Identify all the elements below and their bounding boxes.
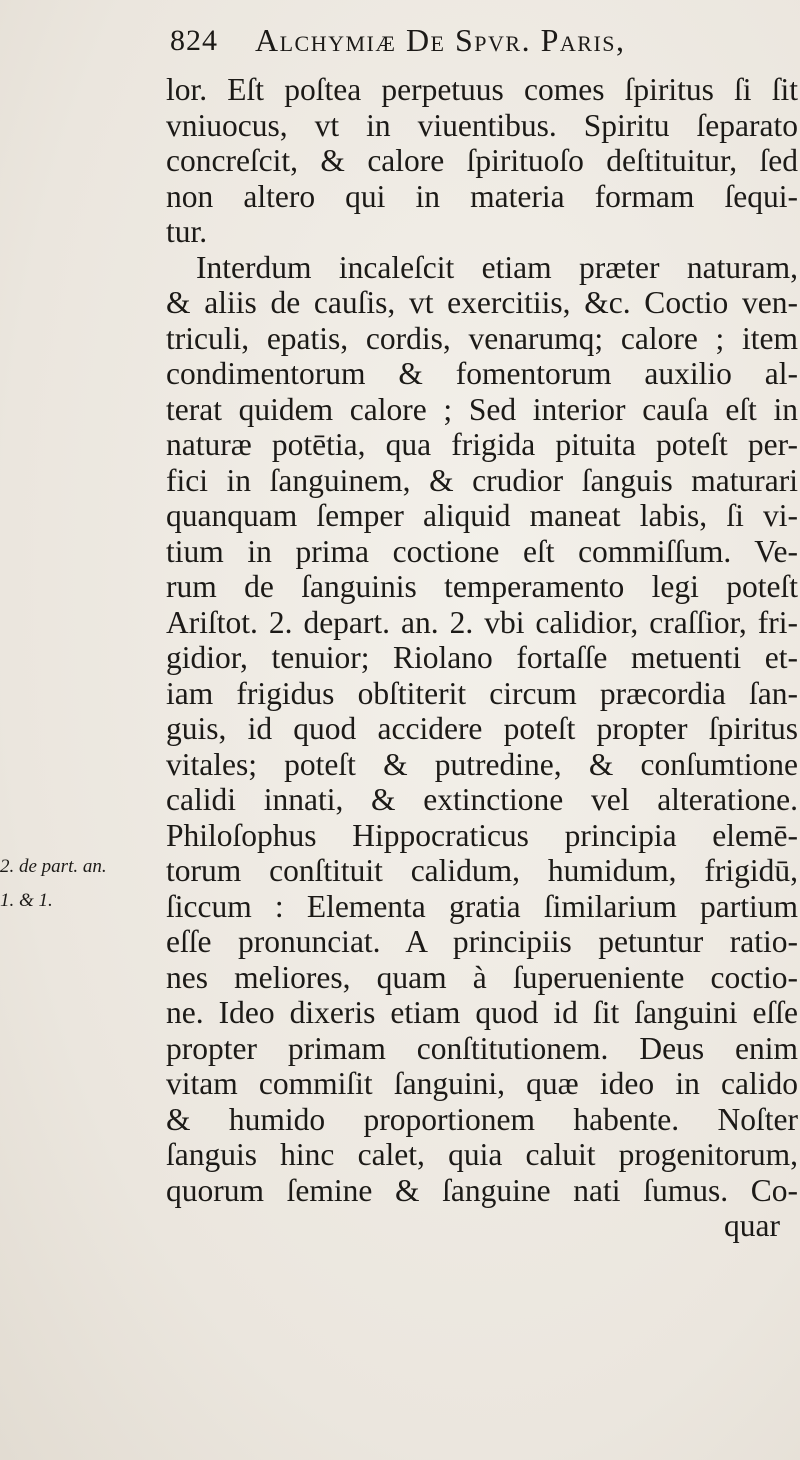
text-line: torum conſtituit calidum, humidum, frigidū,: [166, 853, 798, 888]
text-line: fici in ſanguinem, & crudior ſanguis maturari: [166, 462, 798, 498]
text-line: lor. Eſt poſtea perpetuus comes ſpiritus ſi ſit: [166, 72, 798, 107]
text-line: tur.: [166, 214, 208, 249]
text-line: iam frigidus obſtiterit circum præcordia ſan-: [166, 675, 798, 711]
text-line: gidior, tenuior; Riolano fortaſſe metuenti et-: [166, 640, 798, 675]
running-title: Alchymiæ De Spvr. Paris,: [255, 22, 626, 58]
text-line: concreſcit, & calore ſpirituoſo deſtituitur, ſed: [166, 143, 798, 178]
body-text: [166, 72, 798, 1244]
text-line: eſſe pronunciat. A principiis petuntur ratio-: [166, 924, 798, 959]
text-line: vitales; poteſt & putredine, & conſumtione: [166, 746, 798, 782]
text-line: condimentorum & fomentorum auxilio al-: [166, 356, 798, 391]
text-line: triculi, epatis, cordis, venarumq; calore ; item: [166, 320, 798, 356]
text-line: calidi innati, & extinctione vel alteratione.: [166, 782, 798, 817]
margin-note: 1. & 1.: [0, 890, 53, 911]
text-line: vniuocus, vt in viuentibus. Spiritu ſeparato: [166, 107, 798, 143]
text-line: non altero qui in materia formam ſequi-: [166, 178, 798, 214]
text-line: tium in prima coctione eſt commiſſum. Ve-: [166, 533, 798, 569]
text-line: vitam commiſit ſanguini, quæ ideo in calido: [166, 1066, 798, 1101]
text-line: ne. Ideo dixeris etiam quod id ſit ſanguini eſſe: [166, 995, 798, 1030]
page-header: [170, 18, 790, 68]
text-line: quanquam ſemper aliquid maneat labis, ſi vi-: [166, 498, 798, 533]
text-line: quorum ſemine & ſanguine nati ſumus. Co-: [166, 1172, 798, 1208]
text-line: ſiccum : Elementa gratia ſimilarium partium: [166, 888, 798, 924]
text-line: ſanguis hinc calet, quia caluit progenitorum,: [166, 1137, 798, 1172]
text-line: naturæ potētia, qua frigida pituita poteſt per-: [166, 427, 798, 462]
text-line: Interdum incaleſcit etiam præter naturam,: [196, 249, 798, 285]
text-line: Ariſtot. 2. depart. an. 2. vbi calidior, craſſior, fri-: [166, 604, 798, 640]
text-line: guis, id quod accidere poteſt propter ſpiritus: [166, 711, 798, 746]
page-number: 824: [170, 24, 218, 57]
margin-notes: [0, 850, 160, 918]
margin-note: 2. de part. an.: [0, 856, 107, 877]
text-line: & humido proportionem habente. Noſter: [166, 1101, 798, 1137]
text-line: propter primam conſtitutionem. Deus enim: [166, 1030, 798, 1066]
text-line: terat quidem calore ; Sed interior cauſa eſt in: [166, 391, 798, 427]
catchword: quar: [724, 1208, 780, 1243]
text-line: nes meliores, quam à ſuperueniente coctio-: [166, 959, 798, 995]
text-line: Philoſophus Hippocraticus principia elemē-: [166, 817, 798, 853]
text-line: & aliis de cauſis, vt exercitiis, &c. Coctio ven-: [166, 285, 798, 320]
text-line: rum de ſanguinis temperamento legi poteſt: [166, 569, 798, 604]
